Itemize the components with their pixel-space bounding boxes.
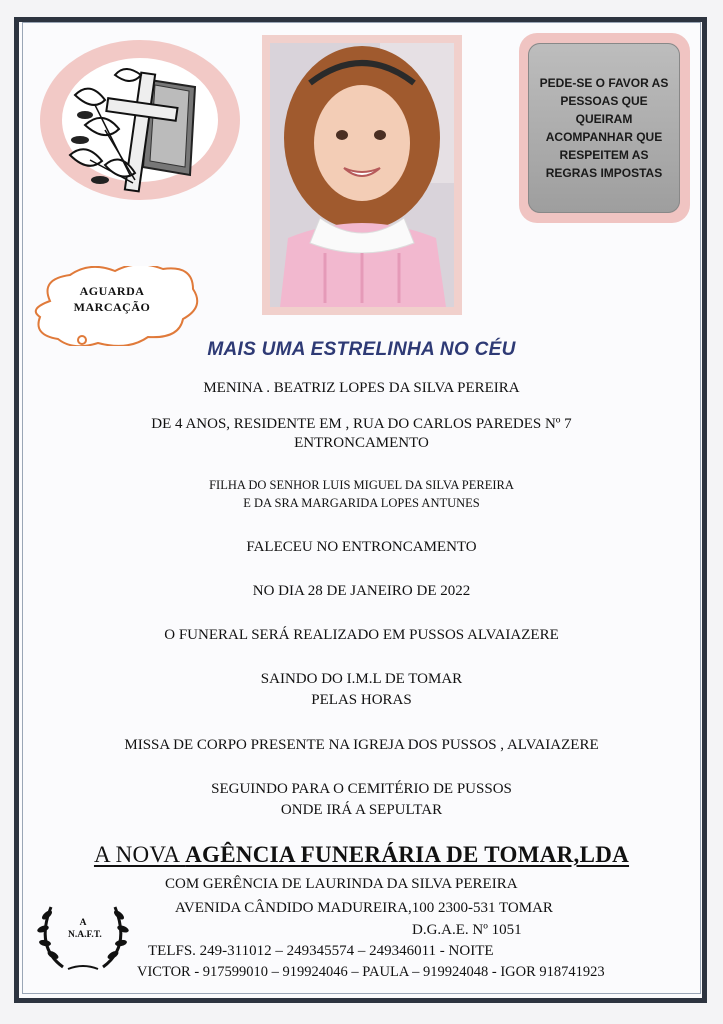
departure-line-2: PELAS HORAS [311,692,412,708]
headline: MAIS UMA ESTRELINHA NO CÉU [207,339,516,360]
notice-text: PEDE-SE O FAVOR AS PESSOAS QUE QUEIRAM ACOMPANHAR QUE RESPEITEM AS REGRAS IMPOSTAS [539,76,669,180]
bubble-text [46,283,178,315]
mass-info: MISSA DE CORPO PRESENTE NA IGREJA DOS PUSSOS , ALVAIAZERE [124,737,599,753]
parents-line-1: FILHA DO SENHOR LUIS MIGUEL DA SILVA PEREIRA [209,478,514,492]
agency-title [0,842,723,868]
funeral-location: O FUNERAL SERÁ REALIZADO EM PUSSOS ALVAIAZERE [164,627,559,643]
death-date: NO DIA 28 DE JANEIRO DE 2022 [252,583,471,599]
seal-text [68,917,102,941]
residence-line-1: DE 4 ANOS, RESIDENTE EM , RUA DO CARLOS PAREDES Nº 7 [151,416,572,432]
bubble-line-2: MARCAÇÃO [73,300,151,314]
seal-line-2: N.A.F.T. [68,930,102,940]
departure-line-1: SAINDO DO I.M.L DE TOMAR [260,671,463,687]
portrait-photo [270,43,454,307]
agency-name: AGÊNCIA FUNERÁRIA DE TOMAR,LDA [185,842,630,867]
agency-manager: COM GERÊNCIA DE LAURINDA DA SILVA PEREIRA [165,876,518,892]
seal-line-1: A [79,918,87,928]
night-phones: VICTOR - 917599010 – 919924046 – PAULA – 919924048 - IGOR 918741923 [137,964,605,980]
cemetery-line-2: ONDE IRÁ A SEPULTAR [280,802,443,818]
agency-phones: TELFS. 249-311012 – 249345574 – 249346011 - NOITE [148,943,494,959]
death-place: FALECEU NO ENTRONCAMENTO [246,539,477,555]
cemetery-line-1: SEGUINDO PARA O CEMITÉRIO DE PUSSOS [211,781,512,797]
agency-dgae: D.G.A.E. Nº 1051 [412,922,522,938]
agency-address: AVENIDA CÂNDIDO MADUREIRA,100 2300-531 TOMAR [175,900,553,916]
notice-box [528,43,680,213]
cross-lily-icon [55,55,225,195]
bubble-line-1: AGUARDA [79,284,145,298]
deceased-name: MENINA . BEATRIZ LOPES DA SILVA PEREIRA [203,380,520,396]
agency-prefix: A NOVA [93,842,186,867]
parents-line-2: E DA SRA MARGARIDA LOPES ANTUNES [243,496,480,510]
residence-line-2: ENTRONCAMENTO [294,435,429,451]
